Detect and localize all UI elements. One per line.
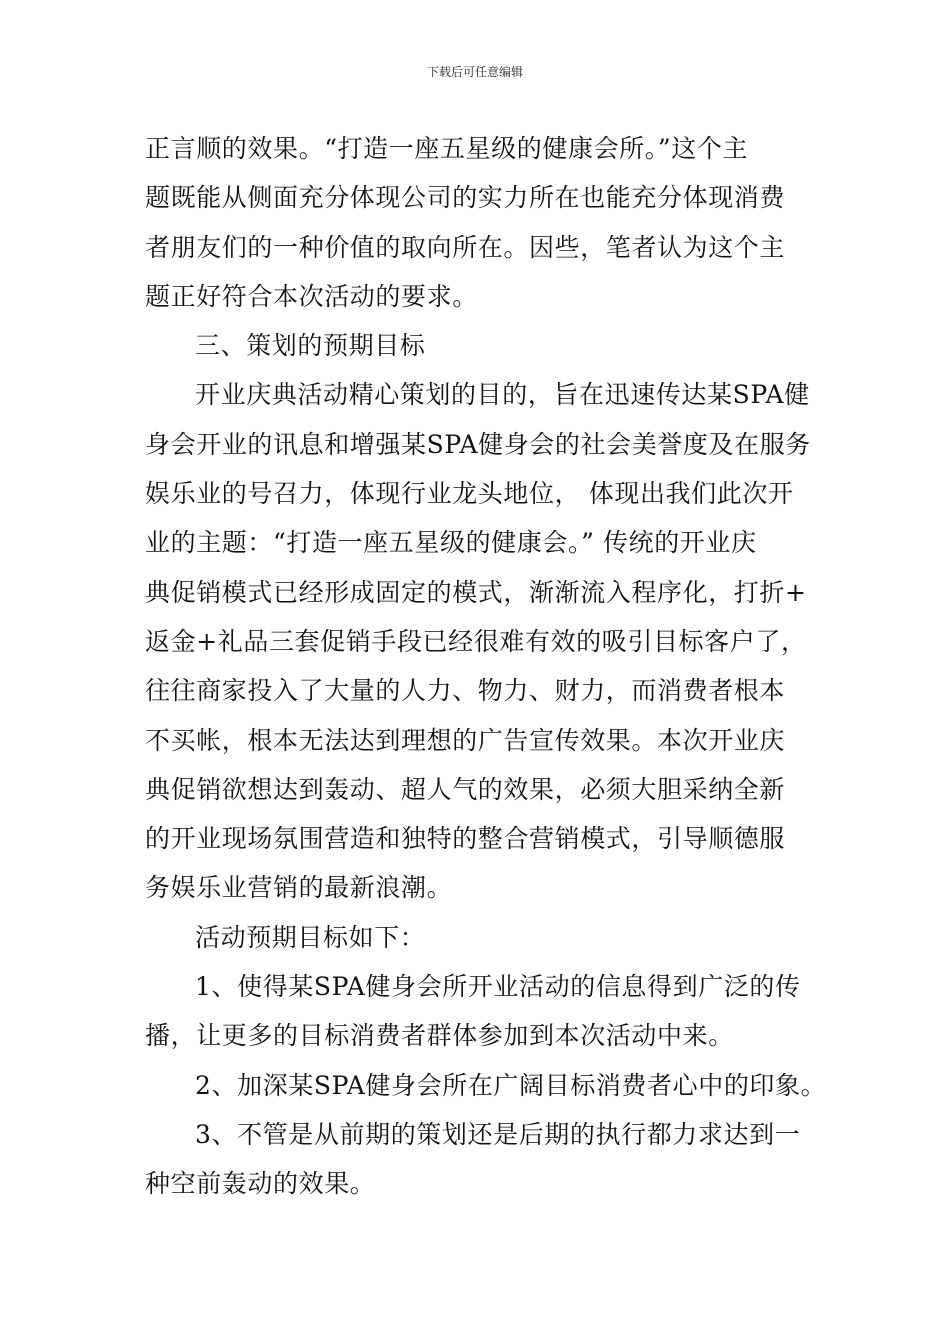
text-line: 典促销欲想达到轰动、超人气的效果，必须大胆采纳全新: [145, 774, 786, 804]
list-item: [145, 1110, 810, 1209]
text-line: 题正好符合本次活动的要求。: [145, 281, 478, 311]
text-line: 开业庆典活动精心策划的目的，旨在迅速传达某SPA健: [195, 380, 810, 410]
text-line: 种空前轰动的效果。: [145, 1169, 376, 1199]
text-line: 1、使得某SPA健身会所开业活动的信息得到广泛的传: [195, 972, 801, 1002]
text-line: 娱乐业的号召力，体现行业龙头地位， 体现出我们此次开: [145, 479, 794, 509]
text-line: 典促销模式已经形成固定的模式，渐渐流入程序化，打折+: [145, 577, 807, 607]
list-item: [145, 1061, 827, 1110]
text-line: 正言顺的效果。“打造一座五星级的健康会所。”这个主: [145, 134, 749, 163]
text-line: 播，让更多的目标消费者群体参加到本次活动中来。: [145, 1021, 734, 1051]
paragraph: [145, 370, 810, 912]
page-header-note: 下载后可任意编辑: [426, 65, 523, 79]
heading-line: 三、策划的预期目标: [195, 331, 426, 361]
list-item: [145, 962, 810, 1061]
text-line: 的开业现场氛围营造和独特的整合营销模式，引导顺德服: [145, 824, 786, 854]
document-body: [145, 124, 827, 1209]
text-line: 活动预期目标如下：: [195, 922, 426, 952]
section-heading: [145, 321, 810, 370]
text-line: 身会开业的讯息和增强某SPA健身会的社会美誉度及在服务: [145, 429, 811, 459]
text-line: 往往商家投入了大量的人力、物力、财力，而消费者根本: [145, 676, 786, 706]
text-line: 3、不管是从前期的策划还是后期的执行都力求达到一: [195, 1119, 801, 1149]
text-line: 2、加深某SPA健身会所在广阔目标消费者心中的印象。: [195, 1070, 827, 1100]
text-line: 返金+礼品三套促销手段已经很难有效的吸引目标客户了，: [145, 626, 807, 656]
text-line: 题既能从侧面充分体现公司的实力所在也能充分体现消费: [145, 183, 786, 213]
paragraph: [145, 913, 810, 962]
text-line: 务娱乐业营销的最新浪潮。: [145, 873, 453, 903]
text-line: 业的主题：“打造一座五星级的健康会。” 传统的开业庆: [145, 528, 757, 558]
text-line: 不买帐，根本无法达到理想的广告宣传效果。本次开业庆: [145, 725, 786, 755]
paragraph: [145, 124, 810, 321]
text-line: 者朋友们的一种价值的取向所在。因些，笔者认为这个主: [145, 232, 786, 262]
